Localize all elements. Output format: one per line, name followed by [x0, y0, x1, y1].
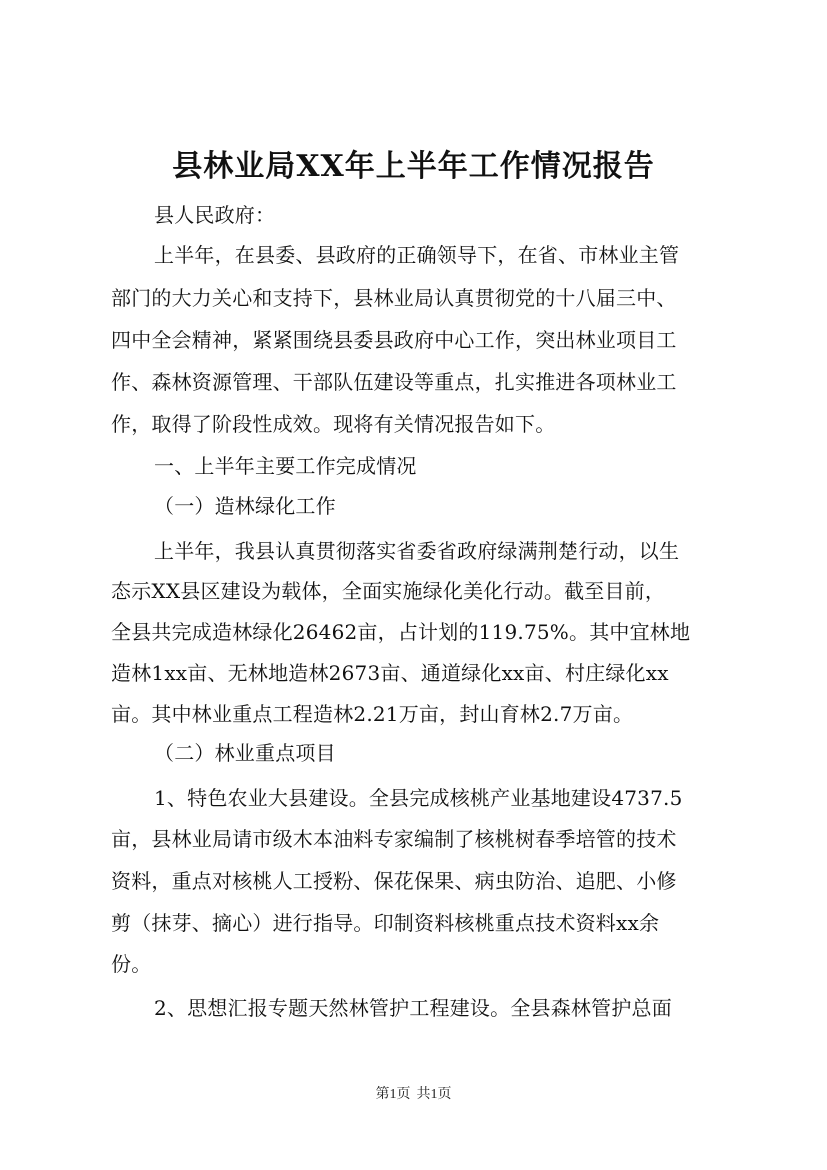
recipient-line: 县人民政府：	[154, 203, 276, 227]
page-footer	[0, 1086, 827, 1104]
paragraph-line: 2、思想汇报专题天然林管护工程建设。全县森林管护总面	[154, 996, 672, 1020]
paragraph-line: 1、特色农业大县建设。全县完成核桃产业基地建设4737.5	[154, 786, 683, 810]
paragraph-line: 份。	[111, 952, 152, 976]
paragraph-line: 亩。其中林业重点工程造林2.21万亩，封山育林2.7万亩。	[111, 702, 634, 726]
intro-line: 作，取得了阶段性成效。现将有关情况报告如下。	[111, 412, 556, 436]
paragraph-line: 上半年，我县认真贯彻落实省委省政府绿满荆楚行动，以生	[154, 539, 680, 563]
document-title: 县林业局XX年上半年工作情况报告	[172, 149, 655, 184]
subsection-heading: （一）造林绿化工作	[154, 494, 336, 518]
subsection-heading: （二）林业重点项目	[154, 741, 336, 765]
paragraph-line: 造林1xx亩、无林地造林2673亩、通道绿化xx亩、村庄绿化xx	[111, 661, 669, 685]
intro-line: 作、森林资源管理、干部队伍建设等重点，扎实推进各项林业工	[111, 370, 677, 394]
paragraph-line: 态示XX县区建设为载体，全面实施绿化美化行动。截至目前，	[111, 579, 666, 603]
paragraph-line: 亩，县林业局请市级木本油料专家编制了核桃树春季培管的技术	[111, 827, 677, 851]
intro-line: 部门的大力关心和支持下，县林业局认真贯彻党的十八届三中、	[111, 286, 677, 310]
page-number: 第1页	[375, 1087, 411, 1102]
intro-line: 上半年，在县委、县政府的正确领导下，在省、市林业主管	[154, 243, 680, 267]
page-total: 共1页	[416, 1087, 452, 1102]
paragraph-line: 全县共完成造林绿化26462亩，占计划的119.75%。其中宜林地	[111, 620, 691, 644]
section-heading: 一、上半年主要工作完成情况	[154, 454, 417, 478]
paragraph-line: 剪（抹芽、摘心）进行指导。印制资料核桃重点技术资料xx余	[111, 911, 660, 935]
intro-line: 四中全会精神，紧紧围绕县委县政府中心工作，突出林业项目工	[111, 328, 677, 352]
paragraph-line: 资料，重点对核桃人工授粉、保花保果、病虫防治、追肥、小修	[111, 869, 677, 893]
